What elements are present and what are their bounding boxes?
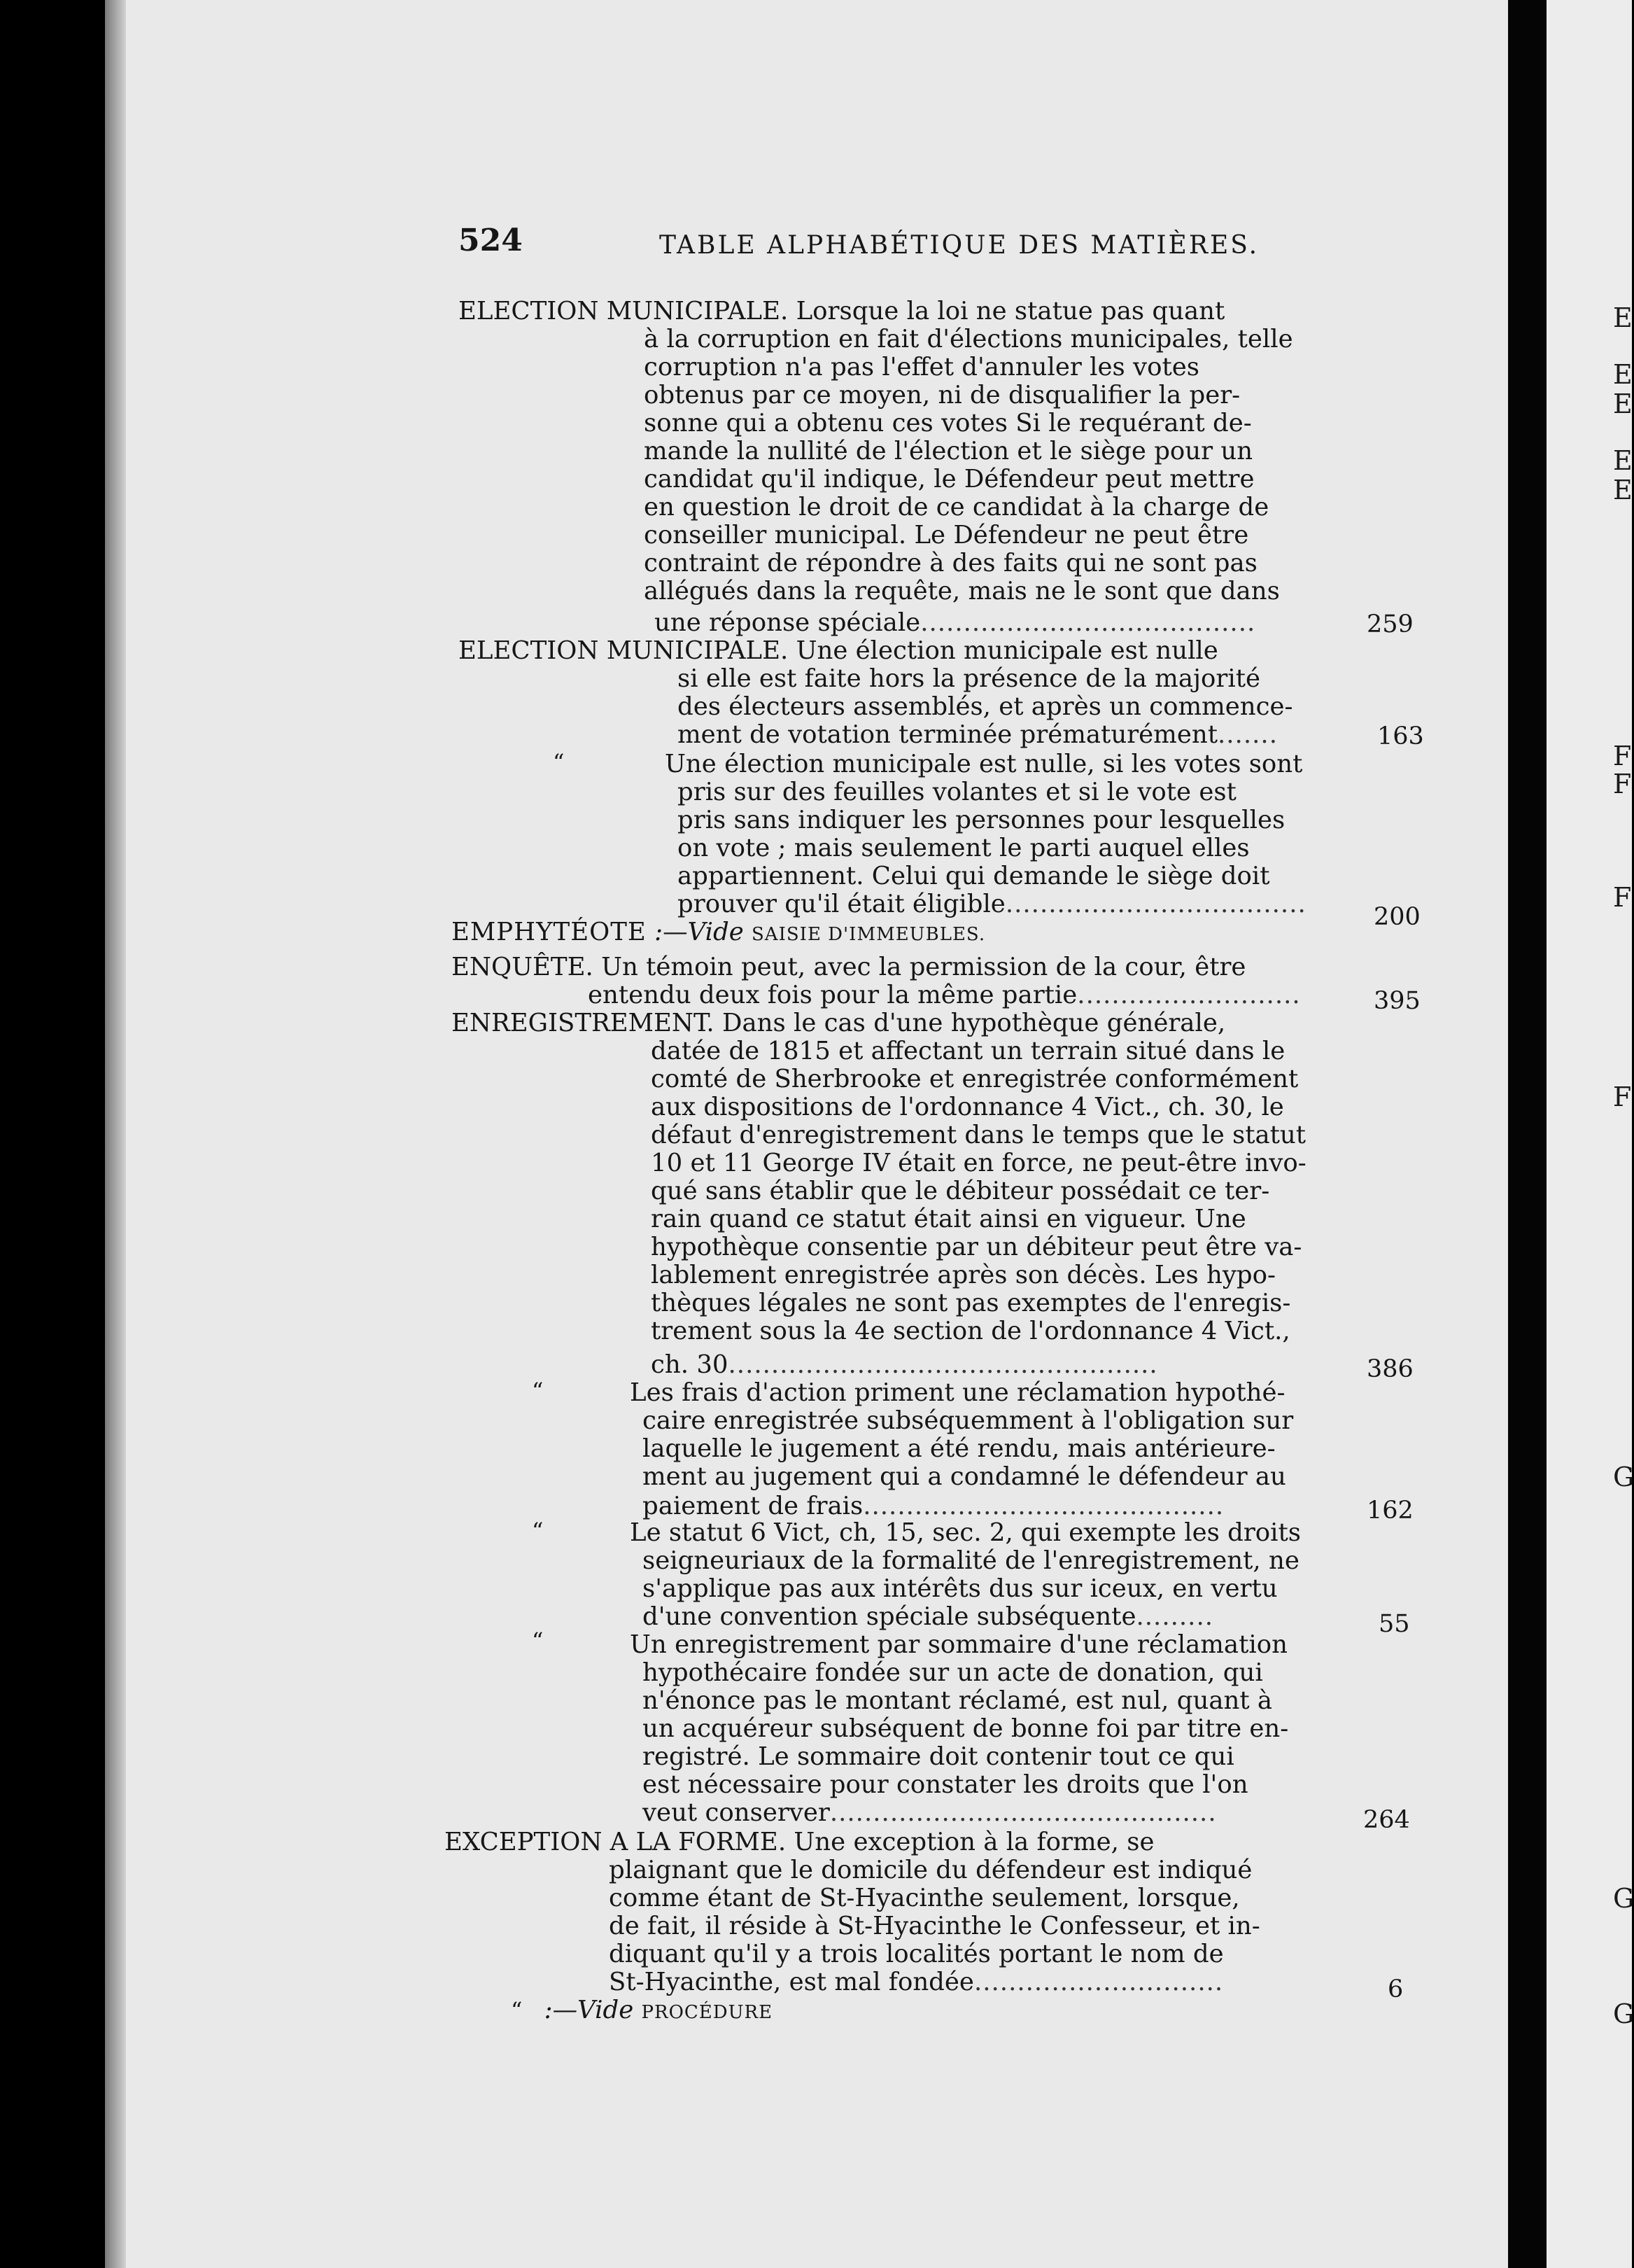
entry-line: on vote ; mais seulement le parti auquel elles	[677, 834, 1250, 862]
ditto-mark: “	[511, 1997, 523, 2024]
index-entry-see-also	[451, 918, 985, 948]
entry-line: à la corruption en fait d'élections municipales, telle	[644, 325, 1293, 354]
entry-line: mande la nullité de l'élection et le siège pour un	[644, 437, 1253, 465]
entry-line: ENREGISTREMENT. Dans le cas d'une hypothèque générale,	[451, 1009, 1226, 1037]
see-target: PROCÉDURE	[641, 2002, 773, 2023]
entry-line: trement sous la 4e section de l'ordonnance 4 Vict.,	[651, 1317, 1290, 1345]
entry-line: d'une convention spéciale subséquente.........	[642, 1602, 1214, 1631]
entry-line: rain quand ce statut était ainsi en vigueur. Une	[651, 1205, 1246, 1233]
entry-line: des électeurs assemblés, et après un commence-	[677, 692, 1293, 721]
neighbor-letter: E	[1613, 445, 1633, 476]
entry-line: conseiller municipal. Le Défendeur ne peut être	[644, 521, 1249, 550]
entry-line: Le statut 6 Vict, ch, 15, sec. 2, qui exempte les droits	[630, 1518, 1302, 1547]
entry-line: corruption n'a pas l'effet d'annuler les votes	[644, 353, 1199, 382]
running-title: TABLE ALPHABÉTIQUE DES MATIÈRES.	[659, 231, 1260, 260]
entry-line: est nécessaire pour constater les droits que l'on	[642, 1770, 1248, 1799]
page-reference: 162	[1367, 1497, 1414, 1525]
entry-line: ELECTION MUNICIPALE. Lorsque la loi ne statue pas quant	[458, 297, 1225, 326]
page-reference: 163	[1377, 722, 1424, 750]
entry-line: sonne qui a obtenu ces votes Si le requérant de-	[644, 409, 1252, 438]
entry-line: ENQUÊTE. Un témoin peut, avec la permission de la cour, être	[451, 953, 1246, 981]
entry-line: registré. Le sommaire doit contenir tout ce qui	[642, 1742, 1234, 1771]
index-entry-see-also	[511, 1996, 773, 2026]
entry-line: contraint de répondre à des faits qui ne sont pas	[644, 549, 1258, 578]
entry-line: en question le droit de ce candidat à la charge de	[644, 493, 1269, 522]
neighbor-letter: F	[1613, 741, 1632, 771]
entry-line: ch. 30..................................................	[651, 1350, 1158, 1379]
neighbor-letter: G	[1613, 1883, 1634, 1914]
page-reference: 264	[1363, 1806, 1410, 1834]
neighbor-letter: E	[1613, 359, 1633, 390]
entry-line: EXCEPTION A LA FORME. Une exception à la forme, se	[444, 1828, 1155, 1856]
entry-line: prouver qu'il était éligible...................................	[677, 890, 1307, 918]
entry-line: s'applique pas aux intérêts dus sur iceux, en vertu	[642, 1574, 1278, 1603]
neighbor-letter: F	[1613, 882, 1632, 913]
entry-line: comme étant de St-Hyacinthe seulement, lorsque,	[609, 1884, 1240, 1912]
entry-term: EMPHYTÉOTE	[451, 918, 647, 946]
neighbor-letter: E	[1613, 388, 1633, 419]
see-reference: :—Vide	[544, 1996, 634, 2024]
entry-line: hypothèque consentie par un débiteur peut être va-	[651, 1233, 1302, 1261]
entry-line: appartiennent. Celui qui demande le siège doit	[677, 862, 1270, 890]
entry-line: ment au jugement qui a condamné le défendeur au	[642, 1462, 1286, 1491]
see-target: SAISIE D'IMMEUBLES.	[752, 924, 986, 945]
entry-line: candidat qu'il indique, le Défendeur peut mettre	[644, 465, 1255, 493]
page-reference: 200	[1374, 903, 1421, 931]
entry-line: aux dispositions de l'ordonnance 4 Vict., ch. 30, le	[651, 1093, 1284, 1121]
book-gutter-shadow	[105, 0, 126, 2268]
neighbor-page-edge	[1547, 0, 1632, 2268]
entry-line: obtenus par ce moyen, ni de disqualifier la per-	[644, 381, 1241, 410]
neighbor-letter: E	[1613, 475, 1633, 505]
neighbor-letter: G	[1613, 1462, 1634, 1492]
entry-line: pris sans indiquer les personnes pour lesquelles	[677, 806, 1286, 834]
page-reference: 55	[1379, 1610, 1410, 1638]
entry-line: comté de Sherbrooke et enregistrée conformément	[651, 1065, 1299, 1093]
see-reference: :—Vide	[654, 918, 744, 946]
entry-line: de fait, il réside à St-Hyacinthe le Confesseur, et in-	[609, 1912, 1260, 1940]
page-reference: 386	[1367, 1355, 1414, 1383]
entry-line: Une élection municipale est nulle, si les votes sont	[665, 750, 1303, 778]
entry-line: pris sur des feuilles volantes et si le vote est	[677, 778, 1237, 806]
ditto-mark: “	[532, 1378, 544, 1404]
ditto-mark: “	[532, 1518, 544, 1544]
entry-line: entendu deux fois pour la même partie..........................	[588, 981, 1301, 1009]
neighbor-letter: G	[1613, 1998, 1634, 2029]
entry-line: caire enregistrée subséquemment à l'obligation sur	[642, 1406, 1294, 1435]
neighbor-letter: F	[1613, 769, 1632, 799]
entry-line: lablement enregistrée après son décès. Les hypo-	[651, 1261, 1276, 1289]
entry-line: plaignant que le domicile du défendeur est indiqué	[609, 1856, 1253, 1884]
entry-line: diquant qu'il y a trois localités portant le nom de	[609, 1940, 1224, 1968]
entry-line: seigneuriaux de la formalité de l'enregistrement, ne	[642, 1546, 1300, 1575]
entry-line: ment de votation terminée prématurément.......	[677, 720, 1278, 749]
page-reference: 6	[1388, 1975, 1404, 2003]
neighbor-letter: F	[1613, 1082, 1632, 1112]
entry-line: si elle est faite hors la présence de la majorité	[677, 664, 1260, 693]
entry-line: n'énonce pas le montant réclamé, est nul, quant à	[642, 1686, 1273, 1715]
entry-line: Un enregistrement par sommaire d'une réclamation	[630, 1630, 1288, 1659]
page-reference: 395	[1374, 987, 1421, 1015]
page-number: 524	[458, 223, 523, 258]
entry-line: qué sans établir que le débiteur possédait ce ter-	[651, 1177, 1270, 1205]
entry-line: défaut d'enregistrement dans le temps que le statut	[651, 1121, 1307, 1149]
entry-line: une réponse spéciale.......................................	[654, 608, 1256, 637]
entry-line: thèques légales ne sont pas exemptes de l'enregis-	[651, 1289, 1291, 1317]
page-edge-dark	[1508, 0, 1547, 2268]
entry-line: hypothécaire fondée sur un acte de donation, qui	[642, 1658, 1263, 1687]
neighbor-letter: E	[1613, 302, 1633, 333]
entry-line: veut conserver.............................................	[642, 1798, 1217, 1827]
entry-line: St-Hyacinthe, est mal fondée.............................	[609, 1968, 1224, 1996]
ditto-mark: “	[553, 749, 565, 776]
entry-line: Les frais d'action priment une réclamation hypothé-	[630, 1378, 1286, 1407]
entry-line: un acquéreur subséquent de bonne foi par titre en-	[642, 1714, 1289, 1743]
entry-line: 10 et 11 George IV était en force, ne peut-être invo-	[651, 1149, 1307, 1177]
ditto-mark: “	[532, 1628, 544, 1654]
entry-line: allégués dans la requête, mais ne le sont que dans	[644, 577, 1280, 606]
entry-line: datée de 1815 et affectant un terrain situé dans le	[651, 1037, 1286, 1065]
entry-line: paiement de frais..........................................	[642, 1492, 1225, 1520]
entry-line: laquelle le jugement a été rendu, mais antérieure-	[642, 1434, 1276, 1463]
entry-line: ELECTION MUNICIPALE. Une élection municipale est nulle	[458, 636, 1218, 665]
page-reference: 259	[1367, 610, 1414, 638]
